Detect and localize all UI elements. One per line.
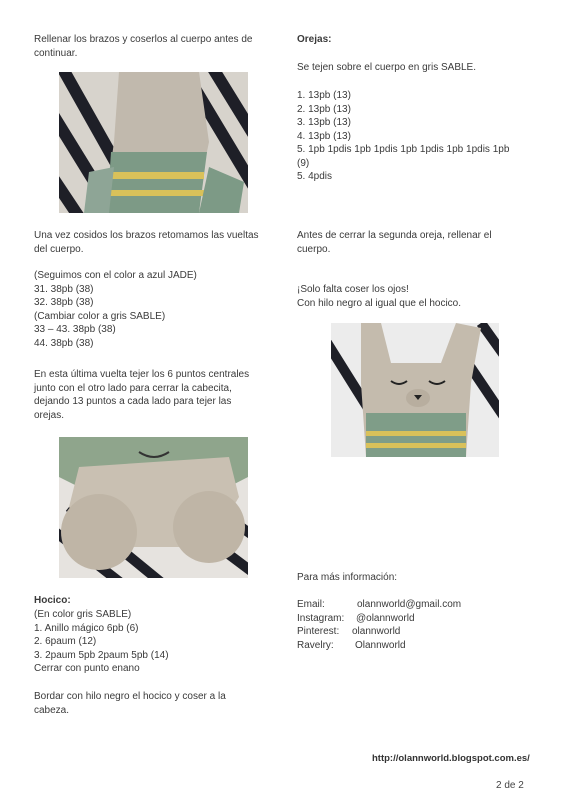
contact-value-instagram[interactable]: @olannworld — [356, 612, 415, 624]
contact-label: Instagram: — [297, 612, 345, 624]
contact-row-email — [297, 598, 461, 612]
contact-value-pinterest[interactable]: olannworld — [352, 626, 401, 637]
left-paragraph-embroider: Bordar con hilo negro el hocico y coser a la cabeza. — [34, 691, 226, 716]
photo-bunny-face — [331, 323, 499, 457]
left-rounds-list: (Seguimos con el color a azul JADE) 31. 38pb (38) 32. 38pb (38) (Cambiar color a gris SABLE) 33 – 43. 38pb (38) 44. 38pb (38) — [34, 270, 197, 349]
footer-url-link[interactable]: http://olannworld.blogspot.com.es/ — [372, 753, 530, 764]
info-title: Para más información: — [297, 572, 398, 583]
contact-row-pinterest — [297, 625, 461, 639]
contact-row-instagram — [297, 612, 461, 626]
left-paragraph-arms: Rellenar los brazos y coserlos al cuerpo antes de continuar. — [34, 34, 253, 59]
orejas-rounds-list: 1. 13pb (13) 2. 13pb (13) 3. 13pb (13) 4. 13pb (13) 5. 1pb 1pdis 1pb 1pdis 1pb 1pdis 1pb 1pdis 1pb (9) 5. 4pdis — [297, 90, 510, 182]
photo-body-closeup — [59, 437, 248, 578]
right-paragraph-stuff: Antes de cerrar la segunda oreja, rellenar el cuerpo. — [297, 230, 492, 255]
left-paragraph-body: Una vez cosidos los brazos retomamos las vueltas del cuerpo. — [34, 230, 259, 255]
hocico-title: Hocico: — [34, 595, 71, 606]
photo-arms-sewn — [59, 72, 248, 213]
left-paragraph-head: En esta última vuelta tejer los 6 puntos centrales junto con el otro lado para cerrar la cabecita, dejando 13 puntos a cada lado para tejer las orejas. — [34, 369, 250, 421]
contact-value-ravelry[interactable]: Olannworld — [355, 639, 406, 651]
contact-value-email[interactable]: olannworld@gmail.com — [357, 599, 462, 610]
orejas-intro: Se tejen sobre el cuerpo en gris SABLE. — [297, 62, 476, 73]
right-paragraph-eyes: ¡Solo falta coser los ojos! Con hilo negro al igual que el hocico. — [297, 284, 461, 309]
orejas-title: Orejas: — [297, 34, 332, 45]
contact-row-ravelry — [297, 639, 461, 653]
hocico-instructions: (En color gris SABLE) 1. Anillo mágico 6pb (6) 2. 6paum (12) 3. 2paum 5pb 2paum 5pb (14) Cerrar con punto enano — [34, 609, 169, 674]
contact-list — [297, 598, 461, 652]
contact-label: Pinterest: — [297, 626, 340, 637]
contact-label: Email: — [297, 599, 325, 610]
contact-label: Ravelry: — [297, 639, 334, 651]
page-number: 2 de 2 — [496, 780, 524, 791]
